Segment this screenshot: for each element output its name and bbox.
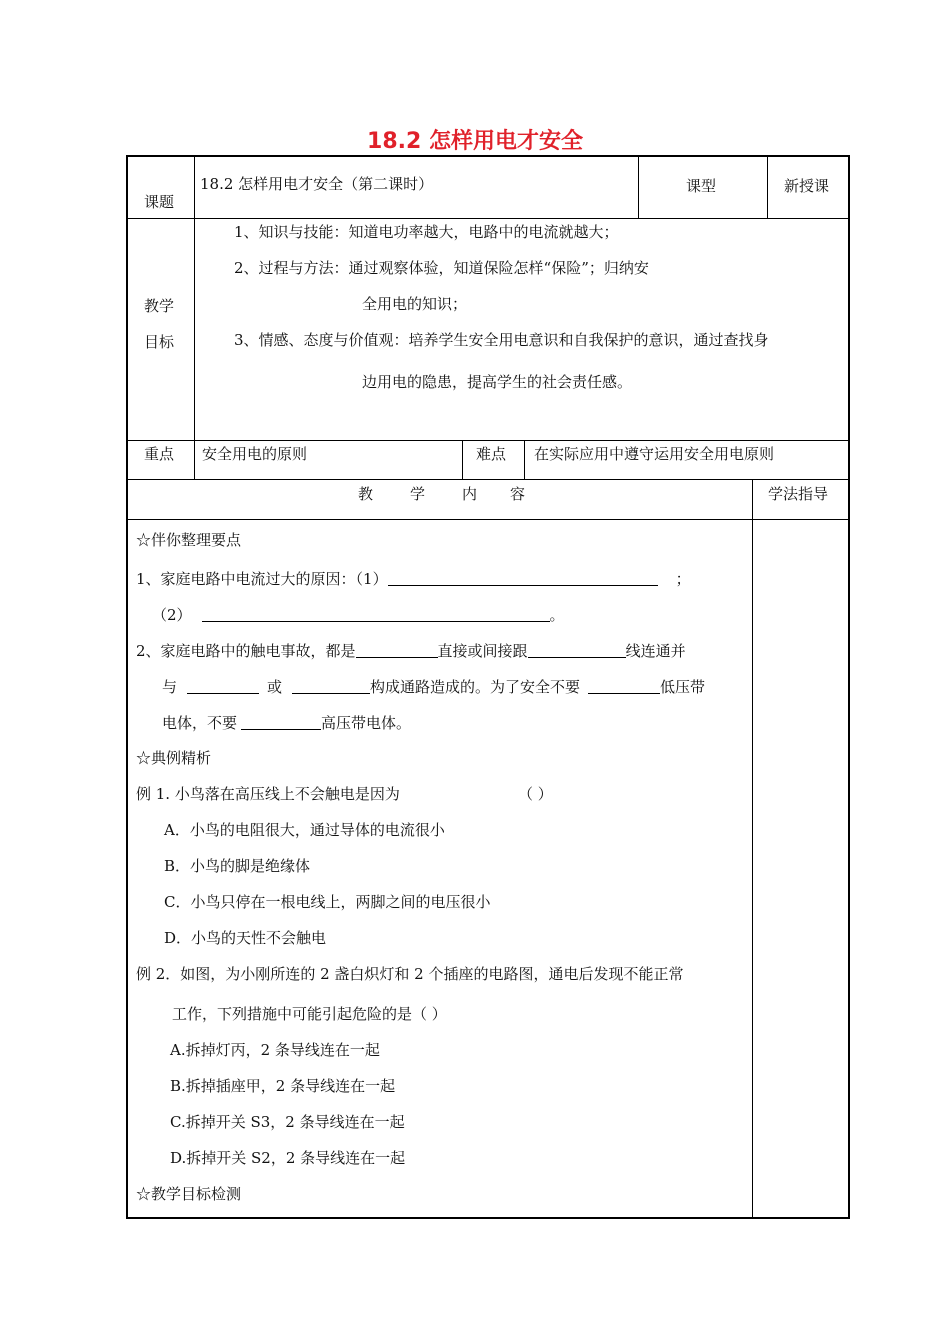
col-divider xyxy=(638,157,639,218)
example-2-option-c: C.拆掉开关 S3，2 条导线连在一起 xyxy=(170,1113,405,1131)
section-heading: ☆典例精析 xyxy=(136,749,212,767)
key-label: 重点 xyxy=(144,445,175,463)
content-header-char: 学 xyxy=(410,485,426,503)
lesson-table xyxy=(126,155,850,1219)
question-text: 1、家庭电路中电流过大的原因：（1） xyxy=(136,570,388,588)
content-header-char: 容 xyxy=(510,485,526,503)
objective-line-2: 2、过程与方法：通过观察体验，知道保险怎样“保险”；归纳安 xyxy=(234,259,649,277)
question-text: 2、家庭电路中的触电事故，都是 xyxy=(136,642,356,660)
question-text: 或 xyxy=(267,678,283,696)
row-divider xyxy=(128,519,848,520)
example-2-option-b: B.拆掉插座甲，2 条导线连在一起 xyxy=(170,1077,396,1095)
example-1-option-b: B．小鸟的脚是绝缘体 xyxy=(164,857,311,875)
col-divider xyxy=(194,157,195,479)
answer-blank xyxy=(528,643,626,658)
example-1-question: 例 1. 小鸟落在高压线上不会触电是因为 xyxy=(136,785,400,803)
answer-blank xyxy=(202,607,550,622)
difficulty-label: 难点 xyxy=(476,445,507,463)
example-2-option-a: A.拆掉灯丙，2 条导线连在一起 xyxy=(170,1041,380,1059)
study-guide-header: 学法指导 xyxy=(768,485,829,503)
row-divider xyxy=(128,479,848,480)
objective-line-4: 3、情感、态度与价值观：培养学生安全用电意识和自我保护的意识，通过查找身 xyxy=(234,331,769,349)
example-1-paren: （ ） xyxy=(518,785,553,803)
question-text: 低压带 xyxy=(660,678,706,696)
question-text: 。 xyxy=(549,606,565,624)
example-1-option-a: A．小鸟的电阻很大，通过导体的电流很小 xyxy=(164,821,445,839)
example-1-option-d: D．小鸟的天性不会触电 xyxy=(164,929,327,947)
col-divider xyxy=(524,440,525,479)
question-text: 高压带电体。 xyxy=(321,714,412,732)
col-divider xyxy=(752,479,753,1219)
answer-blank xyxy=(388,571,658,586)
example-1-option-c: C．小鸟只停在一根电线上，两脚之间的电压很小 xyxy=(164,893,491,911)
row-divider xyxy=(128,218,848,219)
objective-line-3: 全用电的知识； xyxy=(362,295,468,313)
question-text: （2） xyxy=(152,606,192,624)
difficulty-value: 在实际应用中遵守运用安全用电原则 xyxy=(534,445,775,463)
answer-blank xyxy=(241,715,321,730)
example-2-option-d: D.拆掉开关 S2，2 条导线连在一起 xyxy=(170,1149,406,1167)
answer-blank xyxy=(292,679,370,694)
question-2-line-3 xyxy=(162,715,411,731)
question-1-line-1 xyxy=(136,571,691,587)
objective-line-5: 边用电的隐患，提高学生的社会责任感。 xyxy=(362,373,633,391)
key-value: 安全用电的原则 xyxy=(202,445,308,463)
example-2-question-line-1: 例 2．如图，为小刚所连的 2 盏白炽灯和 2 个插座的电路图，通电后发现不能正常 xyxy=(136,965,684,983)
content-header-char: 教 xyxy=(358,485,374,503)
question-text: 线连通并 xyxy=(625,642,686,660)
topic-value: 18.2 怎样用电才安全（第二课时） xyxy=(200,175,434,193)
question-text: 构成通路造成的。为了安全不要 xyxy=(370,678,581,696)
question-text: 直接或间接跟 xyxy=(437,642,528,660)
objectives-label-1: 教学 xyxy=(144,297,175,315)
question-text: 与 xyxy=(162,678,178,696)
answer-blank xyxy=(187,679,259,694)
type-label: 课型 xyxy=(686,177,717,195)
type-value: 新授课 xyxy=(784,177,830,195)
col-divider xyxy=(767,157,768,218)
content-header-char: 内 xyxy=(462,485,478,503)
objective-line-1: 1、知识与技能：知道电功率越大，电路中的电流就越大； xyxy=(234,223,619,241)
objectives-label-2: 目标 xyxy=(144,333,175,351)
section-heading: ☆教学目标检测 xyxy=(136,1185,242,1203)
question-2-line-2 xyxy=(162,679,705,695)
section-heading: ☆伴你整理要点 xyxy=(136,531,242,549)
question-text: ； xyxy=(675,570,691,588)
example-2-question-line-2: 工作，下列措施中可能引起危险的是（ ） xyxy=(172,1005,447,1023)
col-divider xyxy=(462,440,463,479)
question-text: 电体，不要 xyxy=(162,714,238,732)
row-divider xyxy=(128,440,848,441)
answer-blank xyxy=(588,679,660,694)
page-title: 18.2 怎样用电才安全 xyxy=(367,129,583,154)
question-2-line-1 xyxy=(136,643,686,659)
topic-label: 课题 xyxy=(144,193,175,211)
answer-blank xyxy=(356,643,438,658)
question-1-line-2 xyxy=(152,607,565,623)
